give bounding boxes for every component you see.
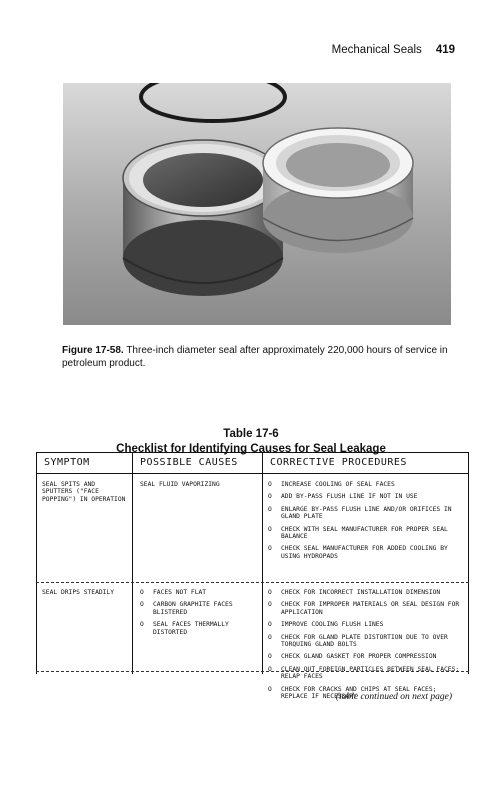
bullet: O <box>268 653 272 661</box>
running-head <box>0 44 455 56</box>
column-header-symptom: SYMPTOM <box>44 457 90 468</box>
bullet: O <box>268 493 272 501</box>
bullet: O <box>140 621 144 629</box>
procedure-item <box>268 481 463 488</box>
procedure-text: CLEAN OUT FOREIGN PARTICLES BETWEEN SEAL FACES; RELAP FACES <box>281 665 460 681</box>
bullet: O <box>140 589 144 596</box>
row-2-symptom: SEAL DRIPS STEADILY <box>42 589 115 596</box>
procedure-item <box>268 666 463 681</box>
row-2-procedures <box>268 589 463 705</box>
procedure-item <box>268 493 463 500</box>
procedure-item <box>268 526 463 541</box>
bullet: O <box>268 481 272 488</box>
bullet: O <box>268 601 272 609</box>
bullet: O <box>268 685 272 693</box>
procedure-item <box>268 634 463 649</box>
page-number: 419 <box>435 44 455 56</box>
column-header-possible-causes: POSSIBLE CAUSES <box>140 457 238 468</box>
procedure-text: INCREASE COOLING OF SEAL FACES <box>281 481 395 488</box>
cause-item <box>140 621 244 636</box>
procedure-text: CHECK SEAL MANUFACTURER FOR ADDED COOLING BY USING HYDROPADS <box>281 545 448 560</box>
table-title: Checklist for Identifying Causes for Seal Leakage <box>116 443 386 455</box>
procedure-text: ENLARGE BY-PASS FLUSH LINE AND/OR ORIFICES IN GLAND PLATE <box>281 505 452 521</box>
cause-item: SEAL FLUID VAPORIZING <box>140 481 220 488</box>
cause-text: FACES NOT FLAT <box>153 589 207 596</box>
procedure-item <box>268 589 463 596</box>
bullet: O <box>268 589 272 596</box>
procedure-text: IMPROVE COOLING FLUSH LINES <box>281 621 384 629</box>
bullet: O <box>268 621 272 629</box>
running-title: Mechanical Seals <box>331 44 422 56</box>
procedure-item <box>268 506 463 521</box>
figure-label: Figure 17-58. <box>62 345 124 356</box>
procedure-text: ADD BY-PASS FLUSH LINE IF NOT IN USE <box>281 493 418 501</box>
procedure-item <box>268 601 463 616</box>
bullet: O <box>268 525 272 533</box>
procedure-text: CHECK FOR IMPROPER MATERIALS OR SEAL DESIGN FOR APPLICATION <box>281 601 460 616</box>
row-2-causes <box>140 589 244 641</box>
figure-caption <box>62 344 457 370</box>
bullet: O <box>268 545 272 553</box>
cause-text: SEAL FACES THERMALLY DISTORTED <box>153 621 229 636</box>
procedure-item <box>268 653 463 660</box>
seal-photograph <box>63 83 451 325</box>
procedure-text: CHECK FOR CRACKS AND CHIPS AT SEAL FACES; REPLACE IF NECESSARY <box>281 685 437 701</box>
table-continued-note: (table continued on next page) <box>335 692 452 702</box>
figure-caption-text: Three-inch diameter seal after approximately 220,000 hours of service in petroleum product. <box>62 345 448 369</box>
row-1-causes <box>140 481 244 488</box>
procedure-text: CHECK GLAND GASKET FOR PROPER COMPRESSION <box>281 653 437 661</box>
column-header-corrective-procedures: CORRECTIVE PROCEDURES <box>270 457 407 468</box>
row-1-procedures <box>268 481 463 565</box>
cause-text: CARBON GRAPHITE FACES BLISTERED <box>153 601 233 616</box>
cause-item <box>140 589 244 596</box>
row-1-symptom: SEAL SPITS AND SPUTTERS ("FACE POPPING") IN OPERATION <box>42 481 126 503</box>
bullet: O <box>140 601 144 609</box>
bullet: O <box>268 633 272 641</box>
table-number: Table 17-6 <box>223 428 279 440</box>
bullet: O <box>268 505 272 513</box>
procedure-item <box>268 545 463 560</box>
procedure-text: CHECK FOR INCORRECT INSTALLATION DIMENSION <box>281 589 441 596</box>
procedure-item <box>268 621 463 628</box>
procedure-text: CHECK FOR GLAND PLATE DISTORTION DUE TO OVER TORQUING GLAND BOLTS <box>281 633 448 649</box>
bullet: O <box>268 665 272 673</box>
procedure-text: CHECK WITH SEAL MANUFACTURER FOR PROPER SEAL BALANCE <box>281 525 448 541</box>
cause-item <box>140 601 244 616</box>
